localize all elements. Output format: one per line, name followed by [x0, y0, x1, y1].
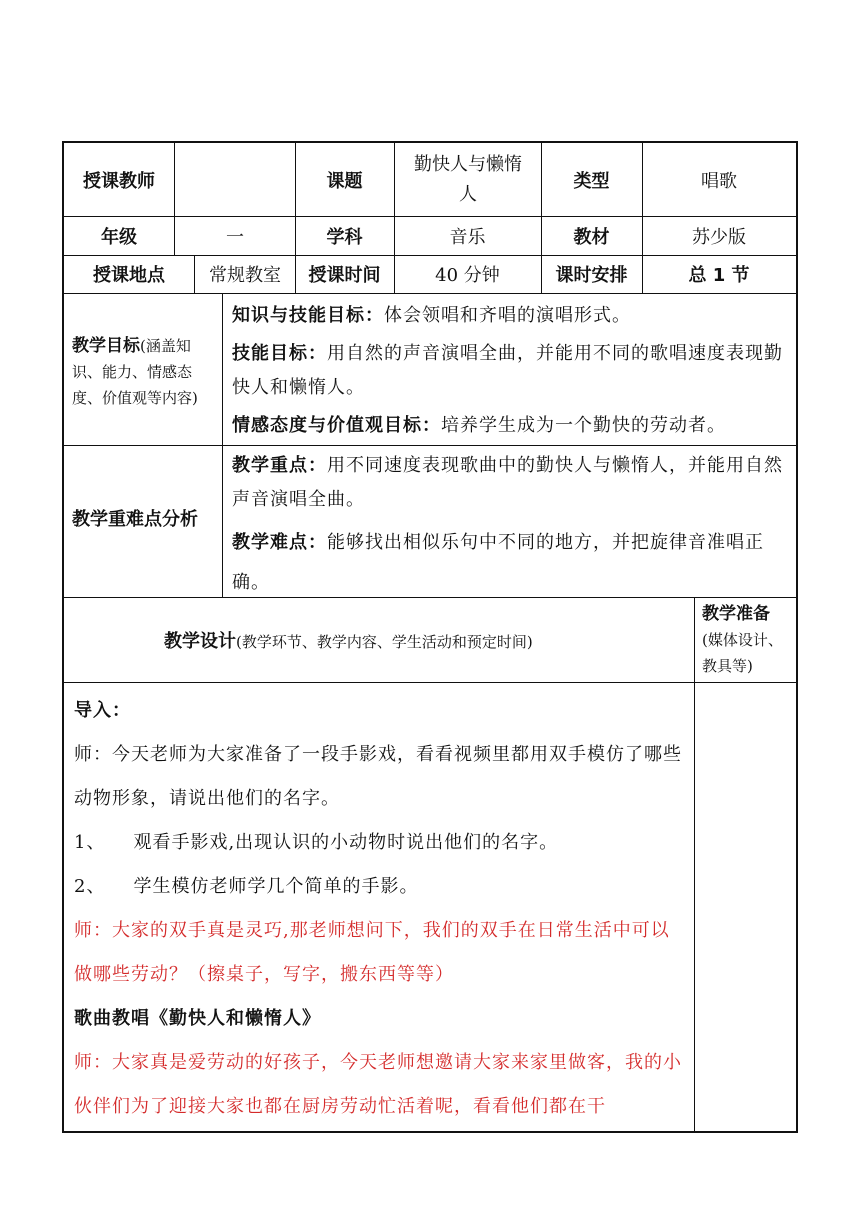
place-label: 授课地点 [93, 265, 165, 286]
row-divider [64, 682, 796, 683]
intro-title: 导入： [74, 700, 131, 721]
section-title: 歌曲教唱《勤快人和懒惰人》 [74, 1008, 321, 1029]
type-value: 唱歌 [701, 170, 737, 192]
keypoints-content [232, 449, 792, 603]
key-point: 教学重点：用不同速度表现歌曲中的勤快人与懒惰人，并能用自然声音演唱全曲。 [232, 455, 783, 510]
skill-goal: 技能目标：用自然的声音演唱全曲，并能用不同的歌唱速度表现勤快人和懒惰人。 [232, 343, 783, 398]
grade-value: 一 [226, 226, 244, 248]
goals-label: 教学目标 [72, 336, 140, 356]
grade-label: 年级 [101, 226, 137, 248]
schedule-label: 课时安排 [555, 265, 628, 286]
goals-label-cell [72, 333, 218, 411]
teacher-question: 师：大家的双手真是灵巧,那老师想问下，我们的双手在日常生活中可以做哪些劳动？（擦桌子，写字，搬东西等等） [74, 920, 670, 985]
col-divider [694, 597, 695, 1133]
difficult-point: 教学难点：能够找出相似乐句中不同的地方，并把旋律音准唱正确。 [232, 532, 764, 593]
time-value: 40 分钟 [435, 265, 500, 286]
lesson-plan-table [62, 141, 798, 1133]
row-divider [64, 445, 796, 446]
keypoints-label: 教学重难点分析 [72, 509, 198, 530]
prep-label-cell [702, 601, 794, 679]
place-value: 常规教室 [209, 265, 281, 286]
col-divider [222, 293, 223, 597]
paragraph: 师：今天老师为大家准备了一段手影戏，看看视频里都用双手模仿了哪些动物形象，请说出他们的名字。 [74, 744, 682, 809]
topic-label: 课题 [326, 170, 363, 192]
lesson-body [74, 689, 686, 1129]
goals-label-note: (涵盖知识、能力、情感态度、价值观等内容) [72, 337, 198, 407]
goals-content [232, 299, 792, 443]
subject-label: 学科 [326, 226, 363, 248]
time-label: 授课时间 [308, 265, 381, 286]
list-item: 1、 观看手影戏,出现认识的小动物时说出他们的名字。 [74, 832, 559, 853]
subject-value: 音乐 [449, 226, 486, 248]
schedule-value: 总 1 节 [688, 265, 750, 286]
teacher-speech: 师：大家真是爱劳动的好孩子，今天老师想邀请大家来家里做客，我的小伙伴们为了迎接大家也都在厨房劳动忙活着呢，看看他们都在干 [74, 1052, 682, 1117]
textbook-value: 苏少版 [692, 226, 746, 248]
emotion-goal: 情感态度与价值观目标：培养学生成为一个勤快的劳动者。 [232, 415, 726, 436]
design-label-cell [164, 627, 664, 653]
topic-value: 勤快人与懒惰人 [414, 153, 522, 205]
prep-note: (媒体设计、教具等) [702, 631, 783, 675]
list-item: 2、 学生模仿老师学几个简单的手影。 [74, 876, 419, 897]
design-label: 教学设计 [164, 631, 236, 652]
teacher-value [175, 143, 295, 216]
type-label: 类型 [573, 170, 610, 192]
prep-label: 教学准备 [702, 604, 770, 624]
textbook-label: 教材 [573, 226, 610, 248]
design-label-note: (教学环节、教学内容、学生活动和预定时间) [236, 633, 533, 651]
row-divider [64, 293, 796, 294]
teacher-label: 授课教师 [83, 170, 155, 192]
knowledge-goal: 知识与技能目标：体会领唱和齐唱的演唱形式。 [232, 305, 631, 326]
